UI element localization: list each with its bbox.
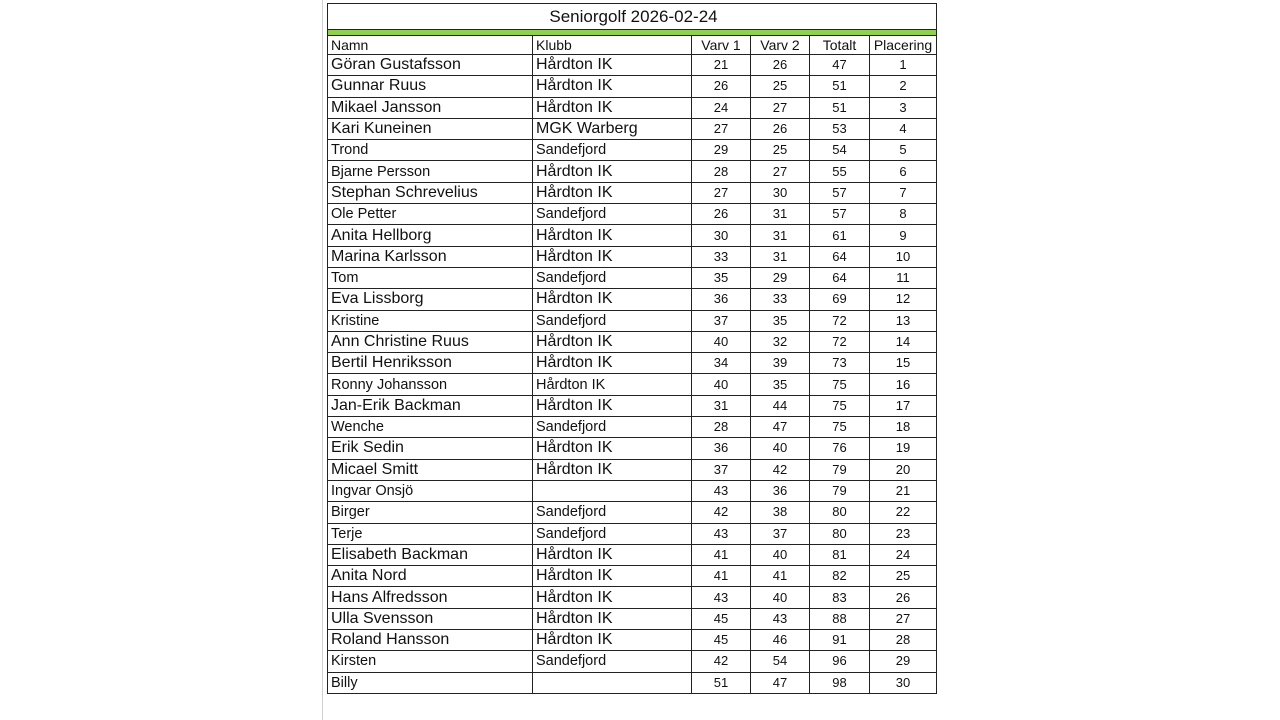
table-row	[328, 97, 937, 118]
club-cell[interactable]: Sandefjord	[533, 523, 692, 544]
name-cell[interactable]: Stephan Schrevelius	[328, 182, 533, 203]
placering-cell[interactable]: 6	[870, 161, 937, 182]
placering-cell[interactable]: 12	[870, 289, 937, 310]
name-cell[interactable]: Billy	[328, 672, 533, 693]
totalt-cell[interactable]: 80	[810, 502, 870, 523]
name-cell[interactable]: Birger	[328, 502, 533, 523]
varv1-cell[interactable]: 28	[692, 161, 751, 182]
table-row	[328, 289, 937, 310]
totalt-cell[interactable]: 69	[810, 289, 870, 310]
table-row	[328, 672, 937, 693]
table-row	[328, 566, 937, 587]
club-cell[interactable]: Hårdton IK	[533, 587, 692, 608]
varv1-cell[interactable]: 24	[692, 97, 751, 118]
club-cell[interactable]: Hårdton IK	[533, 438, 692, 459]
header-klubb[interactable]: Klubb	[533, 36, 692, 55]
placering-cell[interactable]: 22	[870, 502, 937, 523]
club-cell[interactable]: Hårdton IK	[533, 353, 692, 374]
varv2-cell[interactable]: 26	[751, 55, 810, 76]
totalt-cell[interactable]: 51	[810, 97, 870, 118]
placering-cell[interactable]: 14	[870, 331, 937, 352]
table-row	[328, 161, 937, 182]
varv1-cell[interactable]: 26	[692, 204, 751, 225]
varv2-cell[interactable]: 42	[751, 459, 810, 480]
placering-cell[interactable]: 26	[870, 587, 937, 608]
header-placering[interactable]: Placering	[870, 36, 937, 55]
varv2-cell[interactable]: 35	[751, 310, 810, 331]
varv2-cell[interactable]: 46	[751, 630, 810, 651]
placering-cell[interactable]: 25	[870, 566, 937, 587]
club-cell[interactable]: Hårdton IK	[533, 76, 692, 97]
placering-cell[interactable]: 17	[870, 395, 937, 416]
placering-cell[interactable]: 30	[870, 672, 937, 693]
name-cell[interactable]: Kristine	[328, 310, 533, 331]
name-cell[interactable]: Marina Karlsson	[328, 246, 533, 267]
table-row	[328, 608, 937, 629]
header-row	[328, 36, 937, 55]
name-cell[interactable]: Mikael Jansson	[328, 97, 533, 118]
totalt-cell[interactable]: 98	[810, 672, 870, 693]
varv1-cell[interactable]: 51	[692, 672, 751, 693]
totalt-cell[interactable]: 57	[810, 204, 870, 225]
placering-cell[interactable]: 2	[870, 76, 937, 97]
placering-cell[interactable]: 24	[870, 544, 937, 565]
placering-cell[interactable]: 7	[870, 182, 937, 203]
totalt-cell[interactable]: 53	[810, 118, 870, 139]
varv1-cell[interactable]: 26	[692, 76, 751, 97]
table-row	[328, 353, 937, 374]
table-row	[328, 225, 937, 246]
varv1-cell[interactable]: 33	[692, 246, 751, 267]
name-cell[interactable]: Gunnar Ruus	[328, 76, 533, 97]
table-row	[328, 523, 937, 544]
varv1-cell[interactable]: 36	[692, 438, 751, 459]
placering-cell[interactable]: 23	[870, 523, 937, 544]
placering-cell[interactable]: 29	[870, 651, 937, 672]
placering-cell[interactable]: 10	[870, 246, 937, 267]
placering-cell[interactable]: 20	[870, 459, 937, 480]
club-cell[interactable]: Sandefjord	[533, 267, 692, 288]
varv2-cell[interactable]: 29	[751, 267, 810, 288]
varv1-cell[interactable]: 45	[692, 630, 751, 651]
table-row	[328, 331, 937, 352]
varv1-cell[interactable]: 21	[692, 55, 751, 76]
varv1-cell[interactable]: 37	[692, 459, 751, 480]
varv2-cell[interactable]: 40	[751, 438, 810, 459]
varv2-cell[interactable]: 33	[751, 289, 810, 310]
sheet-title: Seniorgolf 2026-02-24	[328, 4, 937, 30]
table-row	[328, 140, 937, 161]
varv1-cell[interactable]: 42	[692, 502, 751, 523]
name-cell[interactable]: Trond	[328, 140, 533, 161]
club-cell[interactable]: Hårdton IK	[533, 246, 692, 267]
varv2-cell[interactable]: 39	[751, 353, 810, 374]
varv2-cell[interactable]: 40	[751, 587, 810, 608]
table-row	[328, 55, 937, 76]
placering-cell[interactable]: 9	[870, 225, 937, 246]
header-varv1[interactable]: Varv 1	[692, 36, 751, 55]
table-row	[328, 438, 937, 459]
varv1-cell[interactable]: 37	[692, 310, 751, 331]
results-sheet	[327, 3, 936, 694]
club-cell[interactable]: Sandefjord	[533, 310, 692, 331]
club-cell[interactable]	[533, 480, 692, 501]
table-row	[328, 310, 937, 331]
club-cell[interactable]	[533, 672, 692, 693]
name-cell[interactable]: Erik Sedin	[328, 438, 533, 459]
varv2-cell[interactable]: 25	[751, 76, 810, 97]
varv1-cell[interactable]: 43	[692, 587, 751, 608]
placering-cell[interactable]: 5	[870, 140, 937, 161]
totalt-cell[interactable]: 57	[810, 182, 870, 203]
name-cell[interactable]: Anita Hellborg	[328, 225, 533, 246]
name-cell[interactable]: Göran Gustafsson	[328, 55, 533, 76]
club-cell[interactable]: MGK Warberg	[533, 118, 692, 139]
club-cell[interactable]: Hårdton IK	[533, 161, 692, 182]
name-cell[interactable]: Anita Nord	[328, 566, 533, 587]
club-cell[interactable]: Hårdton IK	[533, 55, 692, 76]
varv2-cell[interactable]: 27	[751, 97, 810, 118]
name-cell[interactable]: Hans Alfredsson	[328, 587, 533, 608]
placering-cell[interactable]: 11	[870, 267, 937, 288]
name-cell[interactable]: Kari Kuneinen	[328, 118, 533, 139]
club-cell[interactable]: Sandefjord	[533, 651, 692, 672]
varv1-cell[interactable]: 42	[692, 651, 751, 672]
totalt-cell[interactable]: 73	[810, 353, 870, 374]
table-row	[328, 182, 937, 203]
varv1-cell[interactable]: 29	[692, 140, 751, 161]
varv2-cell[interactable]: 47	[751, 417, 810, 438]
placering-cell[interactable]: 18	[870, 417, 937, 438]
varv1-cell[interactable]: 31	[692, 395, 751, 416]
placering-cell[interactable]: 4	[870, 118, 937, 139]
totalt-cell[interactable]: 55	[810, 161, 870, 182]
varv1-cell[interactable]: 35	[692, 267, 751, 288]
varv1-cell[interactable]: 30	[692, 225, 751, 246]
club-cell[interactable]: Sandefjord	[533, 417, 692, 438]
table-row	[328, 246, 937, 267]
totalt-cell[interactable]: 61	[810, 225, 870, 246]
placering-cell[interactable]: 1	[870, 55, 937, 76]
totalt-cell[interactable]: 83	[810, 587, 870, 608]
club-cell[interactable]: Sandefjord	[533, 140, 692, 161]
club-cell[interactable]: Hårdton IK	[533, 395, 692, 416]
varv1-cell[interactable]: 36	[692, 289, 751, 310]
varv2-cell[interactable]: 31	[751, 246, 810, 267]
varv1-cell[interactable]: 27	[692, 182, 751, 203]
totalt-cell[interactable]: 51	[810, 76, 870, 97]
table-row	[328, 587, 937, 608]
table-row	[328, 267, 937, 288]
table-row	[328, 395, 937, 416]
name-cell[interactable]: Ole Petter	[328, 204, 533, 225]
varv2-cell[interactable]: 30	[751, 182, 810, 203]
name-cell[interactable]: Micael Smitt	[328, 459, 533, 480]
table-row	[328, 651, 937, 672]
club-cell[interactable]: Hårdton IK	[533, 289, 692, 310]
placering-cell[interactable]: 13	[870, 310, 937, 331]
club-cell[interactable]: Hårdton IK	[533, 608, 692, 629]
name-cell[interactable]: Bjarne Persson	[328, 161, 533, 182]
placering-cell[interactable]: 19	[870, 438, 937, 459]
table-row	[328, 502, 937, 523]
placering-cell[interactable]: 3	[870, 97, 937, 118]
name-cell[interactable]: Kirsten	[328, 651, 533, 672]
name-cell[interactable]: Ann Christine Ruus	[328, 331, 533, 352]
table-row	[328, 374, 937, 395]
varv1-cell[interactable]: 40	[692, 331, 751, 352]
name-cell[interactable]: Jan-Erik Backman	[328, 395, 533, 416]
table-row	[328, 118, 937, 139]
totalt-cell[interactable]: 80	[810, 523, 870, 544]
name-cell[interactable]: Bertil Henriksson	[328, 353, 533, 374]
name-cell[interactable]: Eva Lissborg	[328, 289, 533, 310]
table-row	[328, 204, 937, 225]
totalt-cell[interactable]: 75	[810, 417, 870, 438]
varv1-cell[interactable]: 28	[692, 417, 751, 438]
name-cell[interactable]: Wenche	[328, 417, 533, 438]
totalt-cell[interactable]: 82	[810, 566, 870, 587]
totalt-cell[interactable]: 91	[810, 630, 870, 651]
placering-cell[interactable]: 21	[870, 480, 937, 501]
title-row	[328, 4, 937, 30]
totalt-cell[interactable]: 72	[810, 331, 870, 352]
varv1-cell[interactable]: 43	[692, 523, 751, 544]
totalt-cell[interactable]: 64	[810, 246, 870, 267]
totalt-cell[interactable]: 64	[810, 267, 870, 288]
varv1-cell[interactable]: 43	[692, 480, 751, 501]
club-cell[interactable]: Hårdton IK	[533, 225, 692, 246]
varv2-cell[interactable]: 31	[751, 204, 810, 225]
varv1-cell[interactable]: 27	[692, 118, 751, 139]
varv1-cell[interactable]: 41	[692, 544, 751, 565]
club-cell[interactable]: Hårdton IK	[533, 566, 692, 587]
results-table	[327, 3, 937, 694]
totalt-cell[interactable]: 72	[810, 310, 870, 331]
totalt-cell[interactable]: 76	[810, 438, 870, 459]
varv1-cell[interactable]: 34	[692, 353, 751, 374]
table-row	[328, 630, 937, 651]
varv2-cell[interactable]: 35	[751, 374, 810, 395]
sheet-gridline	[322, 0, 323, 720]
placering-cell[interactable]: 28	[870, 630, 937, 651]
varv2-cell[interactable]: 41	[751, 566, 810, 587]
varv2-cell[interactable]: 31	[751, 225, 810, 246]
table-row	[328, 76, 937, 97]
header-totalt[interactable]: Totalt	[810, 36, 870, 55]
varv2-cell[interactable]: 37	[751, 523, 810, 544]
varv1-cell[interactable]: 45	[692, 608, 751, 629]
placering-cell[interactable]: 16	[870, 374, 937, 395]
name-cell[interactable]: Terje	[328, 523, 533, 544]
table-row	[328, 544, 937, 565]
name-cell[interactable]: Roland Hansson	[328, 630, 533, 651]
varv2-cell[interactable]: 40	[751, 544, 810, 565]
table-row	[328, 417, 937, 438]
varv2-cell[interactable]: 54	[751, 651, 810, 672]
totalt-cell[interactable]: 75	[810, 395, 870, 416]
name-cell[interactable]: Ulla Svensson	[328, 608, 533, 629]
varv2-cell[interactable]: 43	[751, 608, 810, 629]
totalt-cell[interactable]: 96	[810, 651, 870, 672]
totalt-cell[interactable]: 47	[810, 55, 870, 76]
placering-cell[interactable]: 8	[870, 204, 937, 225]
table-row	[328, 459, 937, 480]
varv2-cell[interactable]: 44	[751, 395, 810, 416]
name-cell[interactable]: Elisabeth Backman	[328, 544, 533, 565]
club-cell[interactable]: Hårdton IK	[533, 97, 692, 118]
club-cell[interactable]: Hårdton IK	[533, 374, 692, 395]
totalt-cell[interactable]: 88	[810, 608, 870, 629]
club-cell[interactable]: Hårdton IK	[533, 544, 692, 565]
name-cell[interactable]: Ronny Johansson	[328, 374, 533, 395]
club-cell[interactable]: Sandefjord	[533, 204, 692, 225]
club-cell[interactable]: Hårdton IK	[533, 331, 692, 352]
varv1-cell[interactable]: 40	[692, 374, 751, 395]
varv2-cell[interactable]: 25	[751, 140, 810, 161]
totalt-cell[interactable]: 75	[810, 374, 870, 395]
placering-cell[interactable]: 27	[870, 608, 937, 629]
placering-cell[interactable]: 15	[870, 353, 937, 374]
varv1-cell[interactable]: 41	[692, 566, 751, 587]
totalt-cell[interactable]: 79	[810, 480, 870, 501]
varv2-cell[interactable]: 47	[751, 672, 810, 693]
club-cell[interactable]: Hårdton IK	[533, 459, 692, 480]
totalt-cell[interactable]: 81	[810, 544, 870, 565]
totalt-cell[interactable]: 79	[810, 459, 870, 480]
club-cell[interactable]: Hårdton IK	[533, 182, 692, 203]
club-cell[interactable]: Sandefjord	[533, 502, 692, 523]
name-cell[interactable]: Tom	[328, 267, 533, 288]
varv2-cell[interactable]: 32	[751, 331, 810, 352]
header-varv2[interactable]: Varv 2	[751, 36, 810, 55]
totalt-cell[interactable]: 54	[810, 140, 870, 161]
varv2-cell[interactable]: 38	[751, 502, 810, 523]
header-namn[interactable]: Namn	[328, 36, 533, 55]
varv2-cell[interactable]: 26	[751, 118, 810, 139]
varv2-cell[interactable]: 36	[751, 480, 810, 501]
varv2-cell[interactable]: 27	[751, 161, 810, 182]
table-row	[328, 480, 937, 501]
club-cell[interactable]: Hårdton IK	[533, 630, 692, 651]
name-cell[interactable]: Ingvar Onsjö	[328, 480, 533, 501]
